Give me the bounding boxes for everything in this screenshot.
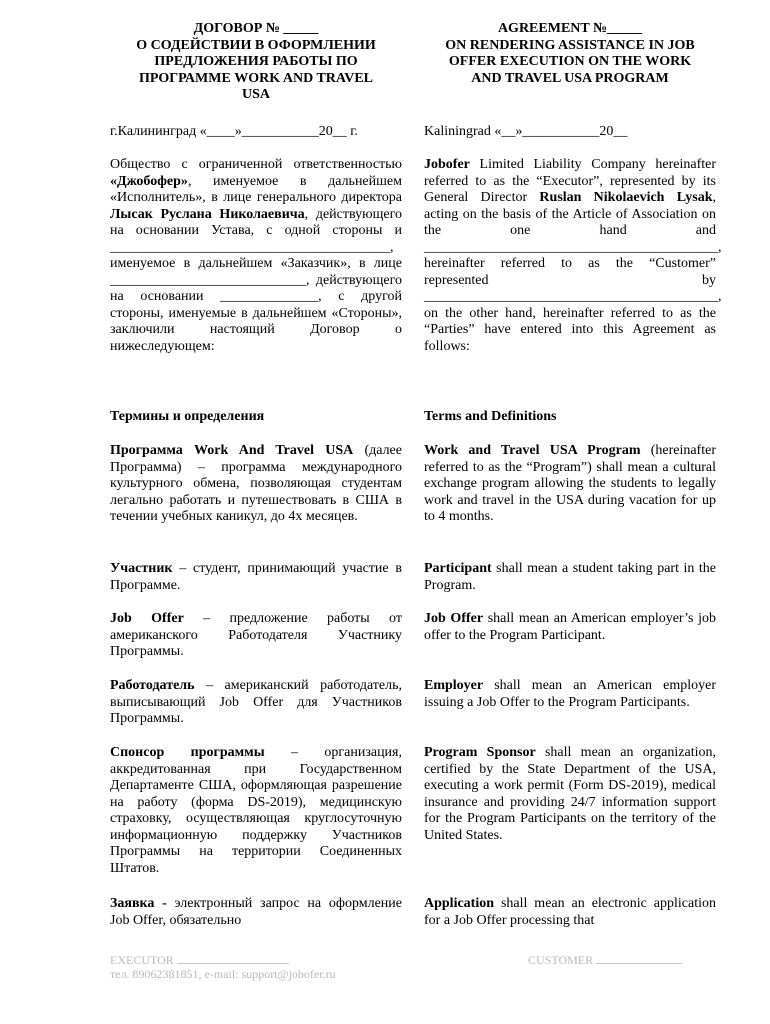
footer-executor xyxy=(110,953,289,967)
footer-executor-label: EXECUTOR xyxy=(110,953,174,967)
footer-customer-label: CUSTOMER xyxy=(528,953,594,967)
customer-signature-line xyxy=(596,963,682,964)
en-dateline: Kaliningrad «__»___________20__ xyxy=(424,124,628,139)
ru-title-line: ПРЕДЛОЖЕНИЯ РАБОТЫ ПО xyxy=(154,54,358,69)
ru-title-line: USA xyxy=(241,87,270,102)
en-term-program: Work and Travel USA Program (hereinafter referred to as the “Program”) shall mean a cultural exchange program allowing the students to legally work and travel in the USA during vacation for up to 4 months. xyxy=(424,443,716,524)
en-preamble xyxy=(424,157,722,355)
en-title-line: OFFER EXECUTION ON THE WORK xyxy=(448,54,692,69)
ru-dateline: г.Калининград «____»___________20__ г. xyxy=(110,124,358,139)
ru-term-application: Заявка - электронный запрос на оформление Job Offer, обязательно xyxy=(110,896,402,928)
ru-term-participant: Участник – студент, принимающий участие в Программе. xyxy=(110,561,402,593)
ru-term-sponsor: Спонсор программы – организация, аккредитованная при Государственном Департаменте США, оформляющая разрешение на работу (форма DS-2019), медицинскую страховку, осуществляющая круглосуточную информационную поддержку Участников Программы на территории Соединенных Штатов. xyxy=(110,745,402,876)
en-title-line: AGREEMENT №_____ xyxy=(497,21,643,36)
ru-preamble-text: Общество с ограниченной ответственностью xyxy=(110,157,402,172)
footer-customer xyxy=(528,953,682,967)
en-title-line: ON RENDERING ASSISTANCE IN JOB xyxy=(445,37,695,53)
en-title xyxy=(424,21,716,87)
en-section-heading: Terms and Definitions xyxy=(424,409,557,424)
executor-signature-line xyxy=(177,963,289,964)
en-company-name: Jobofer xyxy=(424,157,470,172)
en-preamble-text: Limited Liability Company hereinafter referred to as the “Executor”, represented by its General Director xyxy=(424,157,716,205)
ru-director-name: Лысак Руслана Николаевича xyxy=(110,206,305,222)
footer-contacts: тел. 89062381851, e-mail: support@jobofer.ru xyxy=(110,967,336,981)
en-term-application: Application shall mean an electronic application for a Job Offer processing that xyxy=(424,896,716,928)
en-term-sponsor: Program Sponsor shall mean an organization, certified by the State Department of the USA, executing a work permit (Form DS-2019), medical insurance and providing 24/7 information support for the Program Participants on the territory of the United States. xyxy=(424,745,716,843)
en-director-name: Ruslan Nikolaevich Lysak xyxy=(539,190,713,205)
ru-preamble-text: , именуемое в дальнейшем «Исполнитель», в лице генерального директора xyxy=(110,173,402,205)
ru-preamble-text: , действующего на основании Устава, с одной стороны и ________________________________________, именуемое в дальнейшем «Заказчик», в лице ____________________________, действующего на основании ______________, с другой стороны, именуемые в дальнейшем «Стороны», заключили настоящий Договор о нижеследующем: xyxy=(110,206,402,354)
ru-term-program: Программа Work And Travel USA (далее Программа) – программа международного культурного обмена, позволяющая студентам легально работать и путешествовать в США в течении учебных каникул, до 4х месяцев. xyxy=(110,443,402,524)
ru-title-line: ДОГОВОР № _____ xyxy=(193,21,319,36)
en-term-participant: Participant shall mean a student taking part in the Program. xyxy=(424,561,716,593)
ru-term-employer: Работодатель – американский работодатель, выписывающий Job Offer для Участников Программы. xyxy=(110,678,402,726)
en-term-employer: Employer shall mean an American employer issuing a Job Offer to the Program Participants. xyxy=(424,678,716,710)
ru-title-line: О СОДЕЙСТВИИ В ОФОРМЛЕНИИ xyxy=(136,37,376,53)
en-term-job-offer: Job Offer shall mean an American employer’s job offer to the Program Participant. xyxy=(424,611,716,643)
ru-title xyxy=(110,21,402,104)
ru-preamble xyxy=(110,157,402,355)
ru-company-name: «Джобофер» xyxy=(110,173,188,189)
ru-term-job-offer: Job Offer – предложение работы от американского Работодателя Участнику Программы. xyxy=(110,611,402,659)
en-preamble-text: , acting on the basis of the Article of Association on the one hand and __________________________________________, hereinafter referred to as the “Customer” represented by __________________________________________, on the other hand, hereinafter referred to as the “Parties” have entered into this Agreement as follows: xyxy=(424,190,722,354)
ru-title-line: ПРОГРАММЕ WORK AND TRAVEL xyxy=(138,70,374,86)
en-title-line: AND TRAVEL USA PROGRAM xyxy=(471,70,669,86)
ru-section-heading: Термины и определения xyxy=(110,409,265,424)
